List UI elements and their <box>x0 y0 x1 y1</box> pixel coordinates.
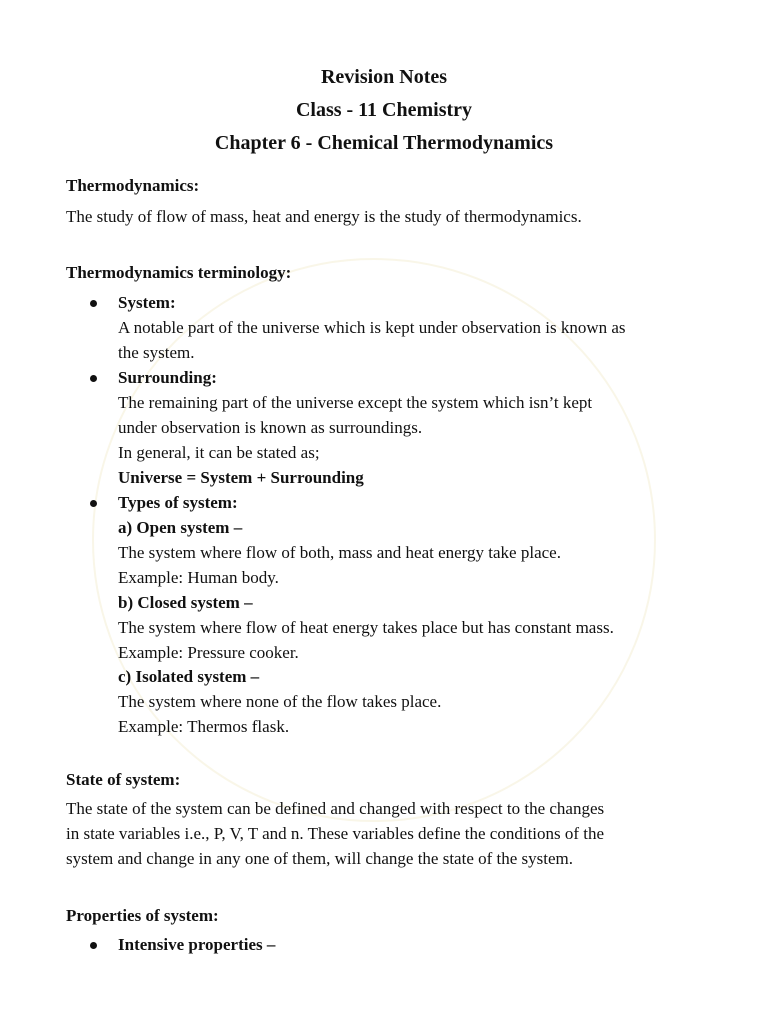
state-desc-line3: system and change in any one of them, will change the state of the system. <box>66 849 574 868</box>
isolated-system-example: Example: Thermos flask. <box>118 717 290 736</box>
state-desc-line2: in state variables i.e., P, V, T and n. These variables define the conditions of the <box>66 824 605 843</box>
open-system-example: Example: Human body. <box>118 568 279 587</box>
system-desc-line1: A notable part of the universe which is kept under observation is known as <box>118 318 626 337</box>
state-desc-line1: The state of the system can be defined and changed with respect to the changes <box>66 799 605 818</box>
types-title: Types of system: <box>118 493 238 512</box>
surrounding-title: Surrounding: <box>118 368 217 387</box>
isolated-system-title: c) Isolated system – <box>118 667 260 686</box>
surrounding-desc-line2: under observation is known as surroundings. <box>118 418 423 437</box>
closed-system-desc: The system where flow of heat energy takes place but has constant mass. <box>118 618 614 637</box>
closed-system-title: b) Closed system – <box>118 593 253 612</box>
doc-title-revision-notes: Revision Notes <box>320 66 448 88</box>
intensive-properties-title: Intensive properties – <box>118 935 276 954</box>
open-system-title: a) Open system – <box>118 518 243 537</box>
isolated-system-desc: The system where none of the flow takes place. <box>118 692 442 711</box>
system-title: System: <box>118 293 176 312</box>
doc-title-chapter: Chapter 6 - Chemical Thermodynamics <box>214 132 554 154</box>
heading-thermodynamics: Thermodynamics: <box>66 176 200 195</box>
doc-title-class: Class - 11 Chemistry <box>295 99 473 121</box>
heading-properties-of-system: Properties of system: <box>66 906 219 925</box>
surrounding-desc-line1: The remaining part of the universe except the system which isn’t kept <box>118 393 593 412</box>
thermodynamics-definition: The study of flow of mass, heat and energy is the study of thermodynamics. <box>66 207 582 226</box>
open-system-desc: The system where flow of both, mass and heat energy take place. <box>118 543 561 562</box>
universe-formula: Universe = System + Surrounding <box>118 468 364 487</box>
closed-system-example: Example: Pressure cooker. <box>118 643 299 662</box>
heading-state-of-system: State of system: <box>66 770 181 789</box>
system-desc-line2: the system. <box>118 343 195 362</box>
heading-terminology: Thermodynamics terminology: <box>66 263 292 282</box>
surrounding-general: In general, it can be stated as; <box>118 443 320 462</box>
